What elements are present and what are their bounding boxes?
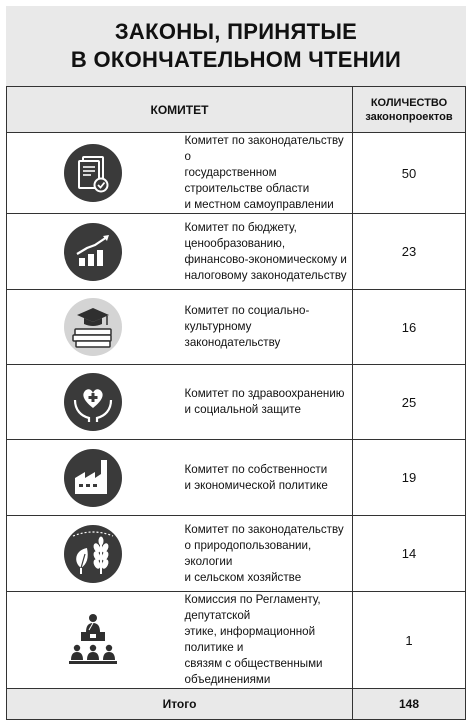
- bill-count: 50: [353, 133, 466, 214]
- laws-table: [6, 86, 466, 720]
- table-row: [7, 440, 466, 516]
- icon-cell: [7, 592, 180, 689]
- header-count-line-2: законопроектов: [365, 110, 453, 123]
- total-label: Итого: [7, 689, 353, 720]
- header-count-line-1: КОЛИЧЕСТВО: [370, 96, 448, 109]
- committee-name: Комитет по законодательству о государственном строительстве области и местном самоуправлении: [180, 133, 353, 214]
- bill-count: 1: [353, 592, 466, 689]
- committee-name: Комитет по законодательству о природопользовании, экологии и сельском хозяйстве: [180, 516, 353, 592]
- committee-name: Комитет по собственности и экономической политике: [180, 440, 353, 516]
- growth-chart-icon: [63, 222, 123, 282]
- table-header-row: [7, 87, 466, 133]
- total-row: [7, 689, 466, 720]
- icon-cell: [7, 440, 180, 516]
- bill-count: 25: [353, 365, 466, 440]
- bill-count: 14: [353, 516, 466, 592]
- committee-name: Комитет по здравоохранению и социальной защите: [180, 365, 353, 440]
- table-row: [7, 592, 466, 689]
- committee-name: Комитет по социально-культурному законодательству: [180, 290, 353, 365]
- icon-cell: [7, 516, 180, 592]
- bill-count: 23: [353, 214, 466, 290]
- factory-icon: [63, 448, 123, 508]
- graduation-books-icon: [63, 297, 123, 357]
- table-row: [7, 365, 466, 440]
- icon-cell: [7, 290, 180, 365]
- total-value: 148: [353, 689, 466, 720]
- health-hands-icon: [63, 372, 123, 432]
- document-check-icon: [63, 143, 123, 203]
- page-title: [6, 6, 466, 86]
- icon-cell: [7, 365, 180, 440]
- speaker-audience-icon: [63, 610, 123, 670]
- committee-name: Комитет по бюджету, ценообразованию, финансово-экономическому и налоговому законодательству: [180, 214, 353, 290]
- table-row: [7, 214, 466, 290]
- bill-count: 16: [353, 290, 466, 365]
- icon-cell: [7, 214, 180, 290]
- nature-leaf-wheat-icon: [63, 524, 123, 584]
- title-line-2: В ОКОНЧАТЕЛЬНОМ ЧТЕНИИ: [70, 47, 402, 72]
- title-line-1: ЗАКОНЫ, ПРИНЯТЫЕ: [114, 19, 358, 44]
- header-count: [353, 87, 466, 133]
- icon-cell: [7, 133, 180, 214]
- bill-count: 19: [353, 440, 466, 516]
- table-row: [7, 516, 466, 592]
- table-row: [7, 290, 466, 365]
- committee-name: Комиссия по Регламенту, депутатской этике, информационной политике и связям с общественными объединениями: [180, 592, 353, 689]
- table-row: [7, 133, 466, 214]
- header-committee: КОМИТЕТ: [7, 87, 353, 133]
